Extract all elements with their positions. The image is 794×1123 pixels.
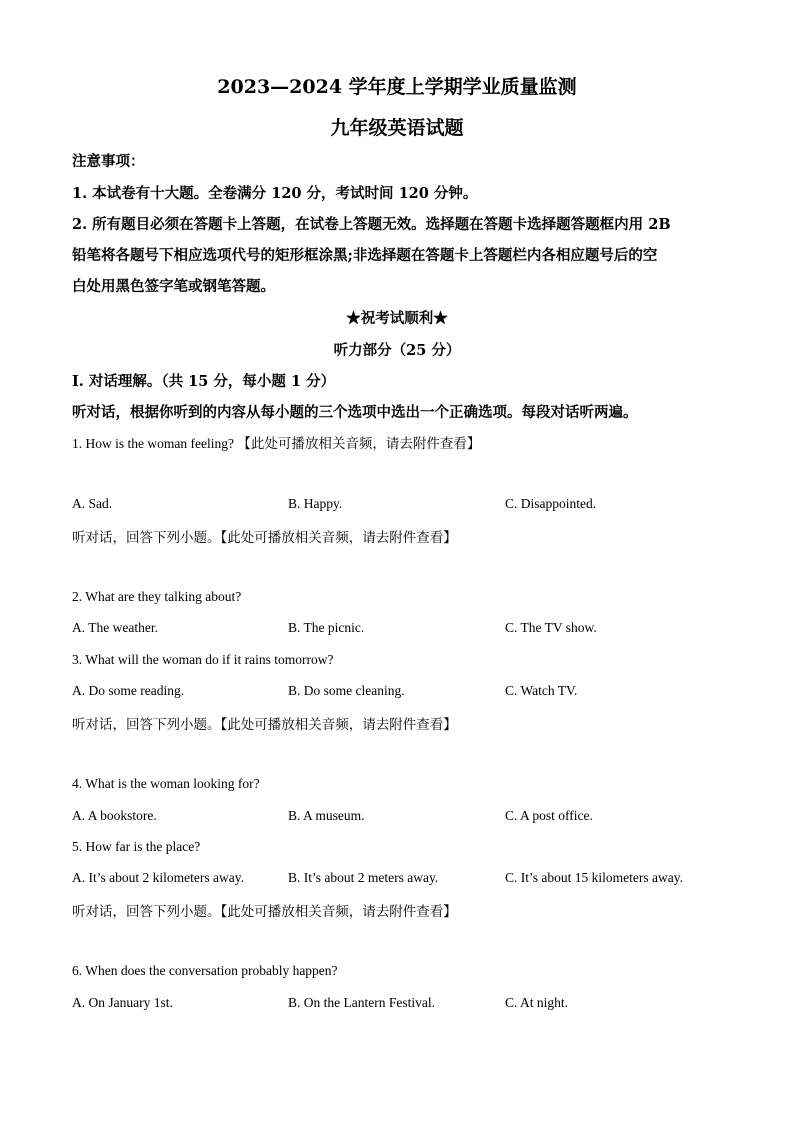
q5-option-a[interactable]: A. It’s about 2 kilometers away. <box>72 870 244 885</box>
q1-option-a[interactable]: A. Sad. <box>72 496 113 511</box>
exam-title: 2023—2024 学年度上学期学业质量监测 <box>217 76 577 98</box>
notes-item-2-line-3: 白处用黑色签字笔或钢笔答题。 <box>72 278 275 295</box>
question-4: 4. What is the woman looking for? <box>72 776 260 791</box>
part1-heading: I. 对话理解。（共 15 分，每小题 1 分） <box>72 373 336 390</box>
q4-option-a[interactable]: A. A bookstore. <box>72 808 157 823</box>
q1-option-c[interactable]: C. Disappointed. <box>505 496 597 511</box>
q2-option-b[interactable]: B. The picnic. <box>288 620 365 635</box>
part1-instruction: 听对话，根据你听到的内容从每小题的三个选项中选出一个正确选项。每段对话听两遍。 <box>72 404 638 421</box>
question-2: 2. What are they talking about? <box>72 589 242 604</box>
audio-note-1: 听对话，回答下列小题。【此处可播放相关音频，请去附件查看】 <box>72 530 457 545</box>
audio-note-3: 听对话，回答下列小题。【此处可播放相关音频，请去附件查看】 <box>72 904 457 919</box>
q6-option-a[interactable]: A. On January 1st. <box>72 995 173 1010</box>
notes-item-2-line-1: 2. 所有题目必须在答题卡上答题，在试卷上答题无效。选择题在答题卡选择题答题框内用 2B <box>72 216 671 233</box>
q5-option-c[interactable]: C. It’s about 15 kilometers away. <box>505 870 683 885</box>
q4-option-b[interactable]: B. A museum. <box>288 808 365 823</box>
notes-heading: 注意事项： <box>72 153 145 170</box>
audio-note-2: 听对话，回答下列小题。【此处可播放相关音频，请去附件查看】 <box>72 717 457 732</box>
notes-item-2-line-2: 铅笔将各题号下相应选项代号的矩形框涂黑;非选择题在答题卡上答题栏内各相应题号后的空 <box>72 247 658 264</box>
q3-option-c[interactable]: C. Watch TV. <box>505 683 578 698</box>
q2-option-a[interactable]: A. The weather. <box>72 620 158 635</box>
question-5: 5. How far is the place? <box>72 839 201 854</box>
question-1: 1. How is the woman feeling? 【此处可播放相关音频，请去附件查看】 <box>72 436 481 451</box>
q2-option-c[interactable]: C. The TV show. <box>505 620 597 635</box>
question-6: 6. When does the conversation probably happen? <box>72 963 338 978</box>
q3-option-b[interactable]: B. Do some cleaning. <box>288 683 405 698</box>
exam-subtitle: 九年级英语试题 <box>330 117 464 139</box>
section-title: 听力部分（25 分） <box>333 342 461 359</box>
q1-option-b[interactable]: B. Happy. <box>288 496 343 511</box>
q4-option-c[interactable]: C. A post office. <box>505 808 593 823</box>
q6-option-c[interactable]: C. At night. <box>505 995 569 1010</box>
good-luck-wish: ★祝考试顺利★ <box>346 310 448 327</box>
q6-option-b[interactable]: B. On the Lantern Festival. <box>288 995 435 1010</box>
q3-option-a[interactable]: A. Do some reading. <box>72 683 185 698</box>
q5-option-b[interactable]: B. It’s about 2 meters away. <box>288 870 439 885</box>
notes-item-1: 1. 本试卷有十大题。全卷满分 120 分，考试时间 120 分钟。 <box>72 185 478 202</box>
question-3: 3. What will the woman do if it rains tomorrow? <box>72 652 334 667</box>
